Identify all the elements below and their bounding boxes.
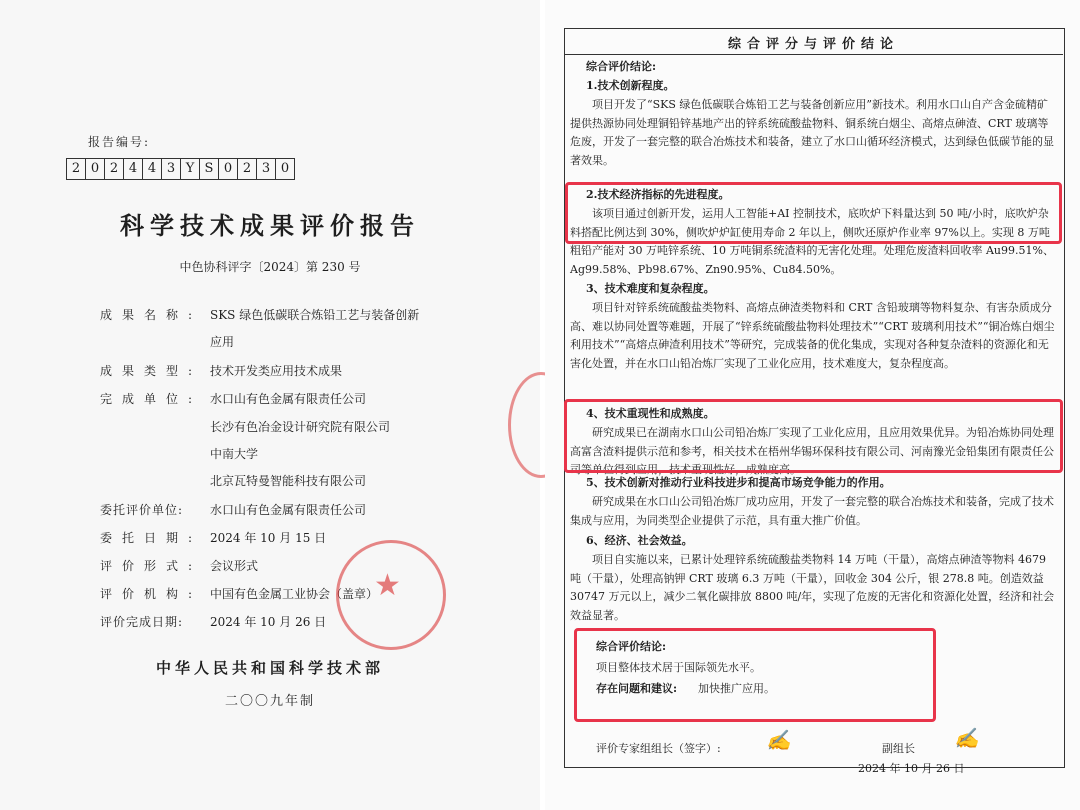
field-label: 委托评价单位: xyxy=(100,503,184,517)
report-code-digit: 4 xyxy=(124,159,143,179)
seal-star-icon: ★ xyxy=(374,568,401,603)
field-value: 2024 年 10 月 26 日 xyxy=(210,615,327,629)
report-code-digit: 3 xyxy=(162,159,181,179)
report-code-digit: 0 xyxy=(280,161,290,176)
section-title: 1.技术创新程度。 xyxy=(586,79,675,92)
section-text: 研究成果在水口山公司铅冶炼厂成功应用，开发了一套完整的联合冶炼技术和装备，完成了技术集成与应用，为同类型企业提供了示范，具有重大推广价值。 xyxy=(570,495,1054,527)
report-code-digit: 2 xyxy=(67,159,86,179)
highlight-box xyxy=(564,399,1063,473)
section-text: 项目开发了“SKS 绿色低碳联合炼铅工艺与装备创新应用”新技术。利用水口山自产含金硫精矿提供热源协同处理铜铅锌基地产出的锌系统硫酸盐物料、铜系统白烟尘、高熔点砷渣、CRT 玻璃等危废，开发了一套完整的联合冶炼技术和装备，建立了水口山循环经济模式，达到绿色低碳节能的显著效果。 xyxy=(570,98,1054,167)
field-label: 评价形式: xyxy=(100,559,203,573)
field-label: 评价完成日期: xyxy=(100,615,184,629)
highlight-box xyxy=(565,182,1062,244)
field-label: 成果类型: xyxy=(100,364,203,378)
highlight-box xyxy=(574,628,936,722)
report-code-digit: 0 xyxy=(219,159,238,179)
final-conclusion-text: 项目整体技术居于国际领先水平。 xyxy=(596,661,761,674)
document-title: 科学技术成果评价报告 xyxy=(120,211,420,240)
issues-text: 加快推广应用。 xyxy=(698,682,775,695)
report-code-digit: 4 xyxy=(143,159,162,179)
report-code-digit: S xyxy=(200,159,219,179)
section-title: 4、技术重现性和成熟度。 xyxy=(586,407,715,420)
deputy-label: 副组长 xyxy=(882,742,915,755)
field-value: 会议形式 xyxy=(210,559,259,573)
report-code-digit: Y xyxy=(181,159,200,179)
leader-signature-label: 评价专家组组长（签字）: xyxy=(596,742,721,755)
final-conclusion-label: 综合评价结论: xyxy=(596,640,667,653)
report-code-digit: 2 xyxy=(238,159,257,179)
issues-label: 存在问题和建议: xyxy=(596,682,678,695)
report-code-digit: 0 xyxy=(86,159,105,179)
made-year: 二〇〇九年制 xyxy=(224,694,315,709)
field-value: 2024 年 10 月 15 日 xyxy=(210,531,327,545)
field-value: 长沙有色冶金设计研究院有限公司 xyxy=(210,420,391,434)
section-text: 项目自实施以来，已累计处理锌系统硫酸盐类物料 14 万吨（干量），高熔点砷渣等物料 4679 吨（干量），处理高钠钾 CRT 玻璃 6.3 万吨（干量），回收金 304 公斤，银 278.8 吨。创造效益 30747 万元以上，减少二氧化碳排放 8800 吨/年，实现了危废的无害化和资源化处置，经济和社会效益显著。 xyxy=(570,553,1055,622)
section-text: 项目针对锌系统硫酸盐类物料、高熔点砷渣类物料和 CRT 含铅玻璃等物料复杂、有害杂质成分高、难以协同处置等难题，开展了“锌系统硫酸盐物料处理技术”“CRT 玻璃利用技术”“铜冶炼白烟尘利用技术”“高熔点砷渣利用技术”等研究，完成装备的优化集成，实现对各种复杂渣料的资源化和无害化处置，并在水口山铅冶炼厂实现了工业化应用，技术难度大，复杂程度高。 xyxy=(570,301,1055,370)
signature-date: 2024 年 10 月 26 日 xyxy=(858,762,965,775)
section-text: 该项目通过创新开发，运用人工智能+AI 控制技术，底吹炉下料量达到 50 吨/小时，底吹炉杂料搭配比例达到 30%，侧吹炉炉缸使用寿命 2 年以上，侧吹还原炉作业率 97%以上。实现 8 万吨粗铅产能对 30 万吨锌系统、10 万吨铜系统渣料的无害化处理。处理危废渣料回收率 Au99.51%、Ag99.58%、Pb98.67%、Zn90.95%、Cu84.50%。 xyxy=(570,207,1054,276)
conclusion-label: 综合评价结论: xyxy=(586,60,657,73)
field-value: 水口山有色金属有限责任公司 xyxy=(210,503,367,517)
section-title: 5、技术创新对推动行业科技进步和提高市场竞争能力的作用。 xyxy=(586,476,891,489)
field-label: 委托日期: xyxy=(100,531,203,545)
section-title: 2.技术经济指标的先进程度。 xyxy=(586,188,730,201)
report-code-digit: 2 xyxy=(105,159,124,179)
document-number: 中色协科评字〔2024〕第 230 号 xyxy=(179,260,361,274)
field-value: SKS 绿色低碳联合炼铅工艺与装备创新 xyxy=(210,308,420,322)
field-value: 应用 xyxy=(210,335,235,349)
field-value: 中南大学 xyxy=(210,447,259,461)
field-label: 完成单位: xyxy=(100,392,203,406)
field-value: 中国有色金属工业协会（盖章） xyxy=(210,587,379,601)
section-title: 6、经济、社会效益。 xyxy=(586,534,693,547)
evaluation-header: 综合评分与评价结论 xyxy=(727,37,899,52)
field-label: 评价机构: xyxy=(100,587,203,601)
deputy-signature: ✍ xyxy=(954,726,979,750)
field-label: 成果名称: xyxy=(100,308,203,322)
section-text: 研究成果已在湖南水口山公司铅冶炼厂实现了工业化应用，且应用效果优异。为铅冶炼协同处理高富含渣料提供示范和参考，相关技术在梧州华锡环保科技有限公司、河南豫光金铅集团有限责任公司等单位得到应用，技术重现性好，成熟度高。 xyxy=(570,426,1054,476)
field-value: 北京瓦特曼智能科技有限公司 xyxy=(210,474,367,488)
field-value: 技术开发类应用技术成果 xyxy=(210,364,343,378)
report-number-label: 报告编号: xyxy=(88,135,151,149)
report-code-digit: 3 xyxy=(257,159,276,179)
field-value: 水口山有色金属有限责任公司 xyxy=(210,392,367,406)
leader-signature: ✍ xyxy=(766,728,791,752)
ministry-name: 中华人民共和国科学技术部 xyxy=(155,659,384,677)
report-number-boxes xyxy=(66,158,295,180)
section-title: 3、技术难度和复杂程度。 xyxy=(586,282,715,295)
